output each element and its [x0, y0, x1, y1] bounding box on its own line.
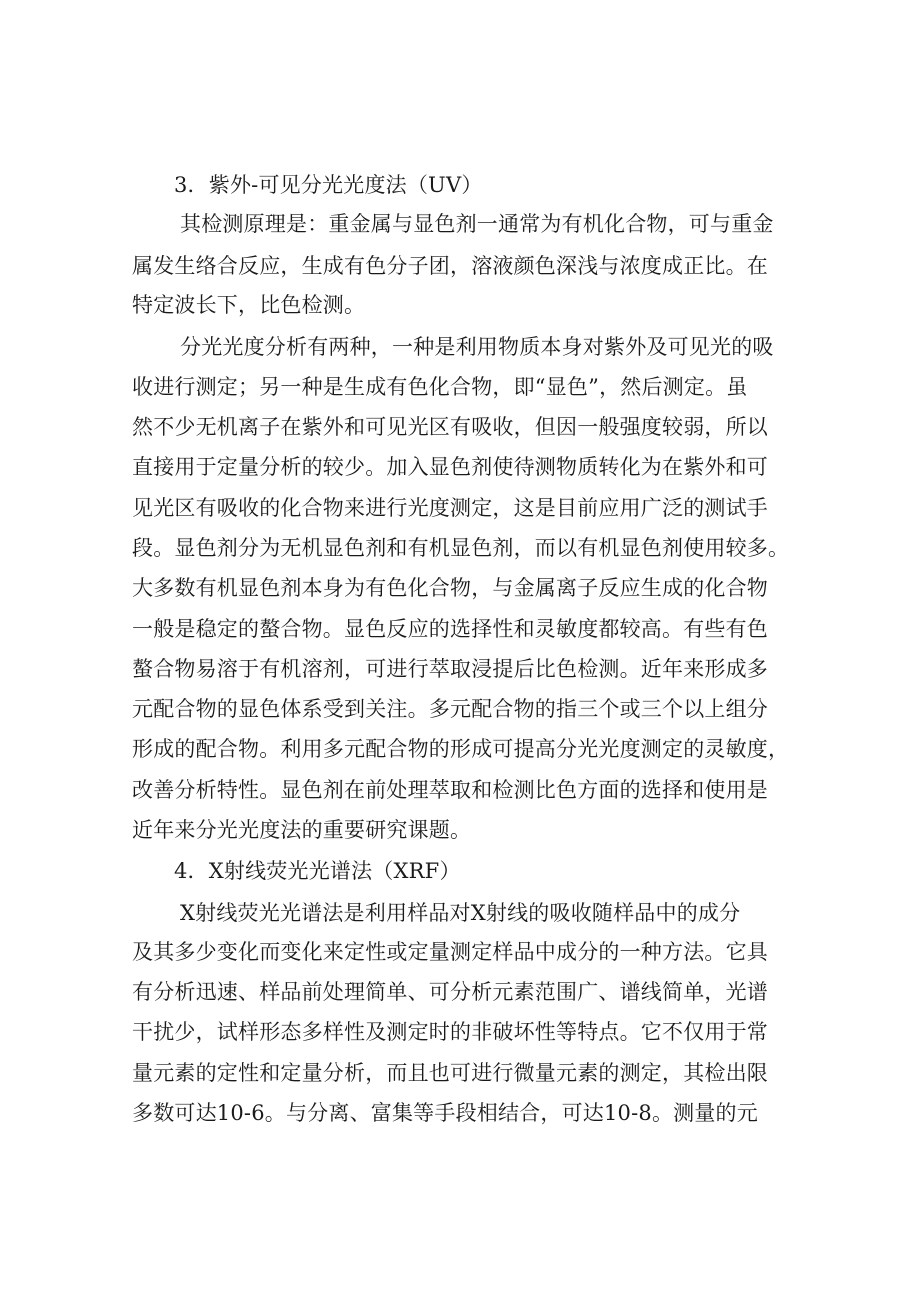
paragraph-line: 然不少无机离子在紫外和可见光区有吸收，但因一般强度较弱，所以 [132, 415, 768, 439]
paragraph-line: 干扰少，试样形态多样性及测定时的非破坏性等特点。它不仅用于常 [132, 1020, 768, 1044]
paragraph-line: 直接用于定量分析的较少。加入显色剂使待测物质转化为在紫外和可 [132, 455, 768, 479]
paragraph-line: 有分析迅速、样品前处理简单、可分析元素范围广、谱线简单，光谱 [132, 980, 768, 1004]
paragraph-line: 收进行测定；另一种是生成有色化合物，即“显色”，然后测定。虽 [132, 375, 748, 399]
paragraph-line: 其检测原理是：重金属与显色剂一通常为有机化合物，可与重金 [180, 212, 774, 236]
paragraph-line: 形成的配合物。利用多元配合物的形成可提高分光光度测定的灵敏度， [132, 737, 790, 761]
paragraph-line: 特定波长下，比色检测。 [132, 293, 366, 317]
paragraph-line: 元配合物的显色体系受到关注。多元配合物的指三个或三个以上组分 [132, 697, 768, 721]
paragraph-line: 螯合物易溶于有机溶剂，可进行萃取浸提后比色检测。近年来形成多 [132, 657, 768, 681]
paragraph-line: 大多数有机显色剂本身为有色化合物，与金属离子反应生成的化合物 [132, 576, 768, 600]
paragraph-line: X射线荧光光谱法是利用样品对X射线的吸收随样品中的成分 [180, 901, 741, 925]
paragraph-line: 多数可达10-6。与分离、富集等手段相结合，可达10-8。测量的元 [132, 1101, 758, 1125]
section-heading-xrf: 4．X射线荧光光谱法（XRF） [174, 859, 461, 883]
paragraph-line: 分光光度分析有两种，一种是利用物质本身对紫外及可见光的吸 [180, 335, 774, 359]
paragraph-line: 改善分析特性。显色剂在前处理萃取和检测比色方面的选择和使用是 [132, 778, 768, 802]
paragraph-line: 属发生络合反应，生成有色分子团，溶液颜色深浅与浓度成正比。在 [132, 254, 768, 278]
paragraph-line: 量元素的定性和定量分析，而且也可进行微量元素的测定，其检出限 [132, 1061, 768, 1085]
section-heading-uv: 3．紫外-可见分光光度法（UV） [174, 173, 483, 197]
paragraph-line: 及其多少变化而变化来定性或定量测定样品中成分的一种方法。它具 [132, 940, 768, 964]
paragraph-line: 一般是稳定的螯合物。显色反应的选择性和灵敏度都较高。有些有色 [132, 617, 768, 641]
paragraph-line: 见光区有吸收的化合物来进行光度测定，这是目前应用广泛的测试手 [132, 496, 768, 520]
paragraph-line: 近年来分光光度法的重要研究课题。 [132, 818, 472, 842]
paragraph-line: 段。显色剂分为无机显色剂和有机显色剂，而以有机显色剂使用较多。 [132, 536, 790, 560]
